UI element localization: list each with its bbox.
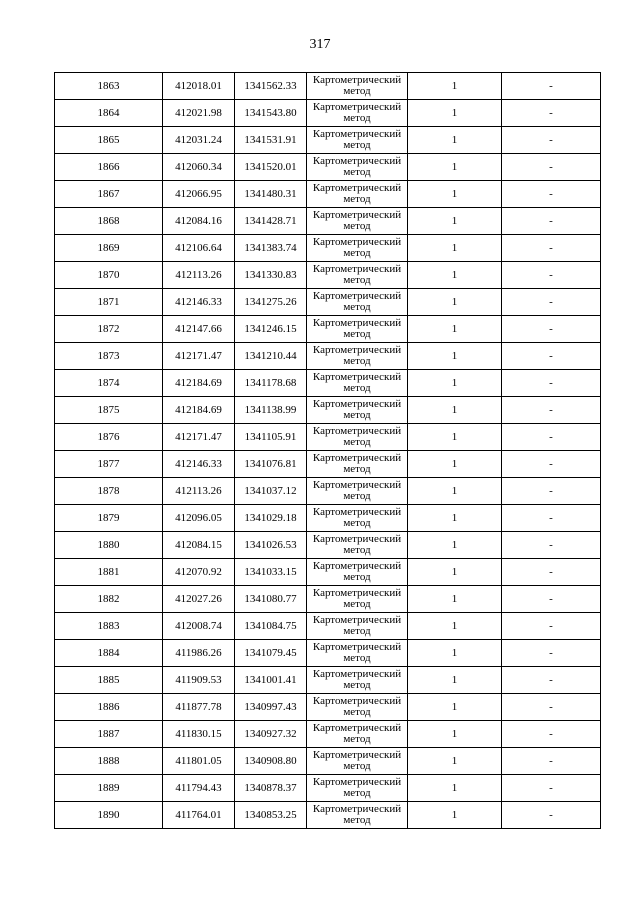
method-line-1: Картометрический [312,587,402,599]
method-line-1: Картометрический [312,398,402,410]
method-line-2: метод [343,355,371,367]
x-coordinate-cell: 412184.69 [163,397,235,424]
method-cell [307,289,408,316]
method-line-1: Картометрический [312,263,402,275]
x-coordinate-cell: 411877.78 [163,694,235,721]
accuracy-cell: 1 [408,100,502,127]
note-cell: - [502,154,601,181]
note-cell: - [502,748,601,775]
accuracy-cell: 1 [408,505,502,532]
accuracy-cell: 1 [408,154,502,181]
method-line-1: Картометрический [312,128,402,140]
table-row [55,262,601,289]
point-number-cell: 1881 [55,559,163,586]
table-row [55,667,601,694]
method-line-2: метод [343,625,371,637]
point-number-cell: 1883 [55,613,163,640]
x-coordinate-cell: 412018.01 [163,73,235,100]
note-cell: - [502,262,601,289]
note-cell: - [502,208,601,235]
x-coordinate-cell: 412084.15 [163,532,235,559]
method-line-1: Картометрический [312,236,402,248]
table-row [55,775,601,802]
method-cell [307,748,408,775]
method-line-2: метод [343,85,371,97]
y-coordinate-cell: 1341330.83 [235,262,307,289]
note-cell: - [502,586,601,613]
method-cell [307,370,408,397]
method-line-2: метод [343,733,371,745]
point-number-cell: 1866 [55,154,163,181]
x-coordinate-cell: 412113.26 [163,262,235,289]
note-cell: - [502,235,601,262]
point-number-cell: 1879 [55,505,163,532]
y-coordinate-cell: 1341080.77 [235,586,307,613]
point-number-cell: 1873 [55,343,163,370]
method-cell [307,640,408,667]
x-coordinate-cell: 412021.98 [163,100,235,127]
note-cell: - [502,721,601,748]
method-line-2: метод [343,112,371,124]
y-coordinate-cell: 1341383.74 [235,235,307,262]
point-number-cell: 1890 [55,802,163,829]
note-cell: - [502,478,601,505]
table-row [55,208,601,235]
method-cell [307,424,408,451]
accuracy-cell: 1 [408,397,502,424]
x-coordinate-cell: 412171.47 [163,424,235,451]
accuracy-cell: 1 [408,478,502,505]
method-line-2: метод [343,220,371,232]
method-cell [307,397,408,424]
method-cell [307,208,408,235]
y-coordinate-cell: 1341033.15 [235,559,307,586]
method-cell [307,262,408,289]
x-coordinate-cell: 411830.15 [163,721,235,748]
note-cell: - [502,505,601,532]
point-number-cell: 1880 [55,532,163,559]
y-coordinate-cell: 1341562.33 [235,73,307,100]
note-cell: - [502,775,601,802]
method-cell [307,694,408,721]
x-coordinate-cell: 412106.64 [163,235,235,262]
method-line-2: метод [343,139,371,151]
x-coordinate-cell: 411801.05 [163,748,235,775]
point-number-cell: 1875 [55,397,163,424]
method-line-2: метод [343,463,371,475]
method-line-2: метод [343,382,371,394]
accuracy-cell: 1 [408,343,502,370]
accuracy-cell: 1 [408,586,502,613]
method-cell [307,478,408,505]
note-cell: - [502,289,601,316]
table-row [55,181,601,208]
accuracy-cell: 1 [408,721,502,748]
accuracy-cell: 1 [408,667,502,694]
table-row [55,559,601,586]
point-number-cell: 1865 [55,127,163,154]
method-line-1: Картометрический [312,614,402,626]
note-cell: - [502,343,601,370]
table-row [55,586,601,613]
method-cell [307,667,408,694]
method-line-1: Картометрический [312,506,402,518]
method-line-1: Картометрический [312,344,402,356]
method-line-1: Картометрический [312,74,402,86]
method-line-2: метод [343,814,371,826]
method-cell [307,721,408,748]
accuracy-cell: 1 [408,127,502,154]
x-coordinate-cell: 412084.16 [163,208,235,235]
accuracy-cell: 1 [408,451,502,478]
y-coordinate-cell: 1341084.75 [235,613,307,640]
note-cell: - [502,316,601,343]
y-coordinate-cell: 1341428.71 [235,208,307,235]
method-line-1: Картометрический [312,155,402,167]
x-coordinate-cell: 411764.01 [163,802,235,829]
y-coordinate-cell: 1341543.80 [235,100,307,127]
accuracy-cell: 1 [408,262,502,289]
table-row [55,478,601,505]
method-line-2: метод [343,652,371,664]
method-line-2: метод [343,706,371,718]
note-cell: - [502,694,601,721]
table-row [55,73,601,100]
table-row [55,100,601,127]
note-cell: - [502,100,601,127]
method-line-1: Картометрический [312,209,402,221]
point-number-cell: 1874 [55,370,163,397]
x-coordinate-cell: 412171.47 [163,343,235,370]
method-cell [307,235,408,262]
method-line-1: Картометрический [312,641,402,653]
y-coordinate-cell: 1341105.91 [235,424,307,451]
note-cell: - [502,127,601,154]
point-number-cell: 1884 [55,640,163,667]
x-coordinate-cell: 412146.33 [163,289,235,316]
method-line-1: Картометрический [312,290,402,302]
method-cell [307,127,408,154]
method-cell [307,613,408,640]
table-row [55,289,601,316]
method-line-2: метод [343,193,371,205]
x-coordinate-cell: 412146.33 [163,451,235,478]
method-line-2: метод [343,301,371,313]
y-coordinate-cell: 1340927.32 [235,721,307,748]
x-coordinate-cell: 412031.24 [163,127,235,154]
method-line-1: Картометрический [312,749,402,761]
method-line-2: метод [343,679,371,691]
y-coordinate-cell: 1341138.99 [235,397,307,424]
note-cell: - [502,667,601,694]
y-coordinate-cell: 1341079.45 [235,640,307,667]
method-cell [307,559,408,586]
point-number-cell: 1869 [55,235,163,262]
method-line-2: метод [343,247,371,259]
accuracy-cell: 1 [408,802,502,829]
point-number-cell: 1864 [55,100,163,127]
x-coordinate-cell: 411794.43 [163,775,235,802]
table-row [55,613,601,640]
accuracy-cell: 1 [408,775,502,802]
accuracy-cell: 1 [408,181,502,208]
note-cell: - [502,640,601,667]
x-coordinate-cell: 412027.26 [163,586,235,613]
x-coordinate-cell: 411986.26 [163,640,235,667]
method-cell [307,586,408,613]
x-coordinate-cell: 412184.69 [163,370,235,397]
y-coordinate-cell: 1341178.68 [235,370,307,397]
point-number-cell: 1886 [55,694,163,721]
table-row [55,640,601,667]
accuracy-cell: 1 [408,559,502,586]
method-cell [307,100,408,127]
y-coordinate-cell: 1341531.91 [235,127,307,154]
method-line-1: Картометрический [312,479,402,491]
x-coordinate-cell: 412070.92 [163,559,235,586]
table-row [55,154,601,181]
point-number-cell: 1863 [55,73,163,100]
point-number-cell: 1876 [55,424,163,451]
method-line-1: Картометрический [312,425,402,437]
method-cell [307,316,408,343]
table-row [55,397,601,424]
page-number: 317 [309,37,331,52]
point-number-cell: 1882 [55,586,163,613]
note-cell: - [502,451,601,478]
method-line-1: Картометрический [312,452,402,464]
note-cell: - [502,73,601,100]
table-row [55,505,601,532]
y-coordinate-cell: 1340853.25 [235,802,307,829]
method-line-1: Картометрический [312,317,402,329]
method-line-2: метод [343,490,371,502]
table-row [55,370,601,397]
point-number-cell: 1868 [55,208,163,235]
method-line-1: Картометрический [312,533,402,545]
table-row [55,694,601,721]
x-coordinate-cell: 412096.05 [163,505,235,532]
note-cell: - [502,424,601,451]
note-cell: - [502,613,601,640]
method-line-2: метод [343,166,371,178]
table-row [55,802,601,829]
method-line-2: метод [343,409,371,421]
table-row [55,721,601,748]
note-cell: - [502,559,601,586]
accuracy-cell: 1 [408,424,502,451]
method-line-1: Картометрический [312,371,402,383]
y-coordinate-cell: 1341037.12 [235,478,307,505]
method-line-2: метод [343,517,371,529]
method-line-2: метод [343,787,371,799]
accuracy-cell: 1 [408,208,502,235]
y-coordinate-cell: 1341029.18 [235,505,307,532]
table-row [55,451,601,478]
table-row [55,748,601,775]
point-number-cell: 1887 [55,721,163,748]
accuracy-cell: 1 [408,532,502,559]
method-line-1: Картометрический [312,803,402,815]
point-number-cell: 1877 [55,451,163,478]
y-coordinate-cell: 1340878.37 [235,775,307,802]
note-cell: - [502,370,601,397]
method-line-1: Картометрический [312,182,402,194]
accuracy-cell: 1 [408,316,502,343]
method-line-2: метод [343,328,371,340]
method-line-2: метод [343,274,371,286]
point-number-cell: 1871 [55,289,163,316]
note-cell: - [502,802,601,829]
x-coordinate-cell: 412060.34 [163,154,235,181]
coordinates-table-body [55,73,601,829]
method-cell [307,775,408,802]
y-coordinate-cell: 1341076.81 [235,451,307,478]
point-number-cell: 1885 [55,667,163,694]
point-number-cell: 1870 [55,262,163,289]
y-coordinate-cell: 1341001.41 [235,667,307,694]
method-line-2: метод [343,436,371,448]
point-number-cell: 1872 [55,316,163,343]
method-cell [307,343,408,370]
table-row [55,235,601,262]
method-line-1: Картометрический [312,695,402,707]
point-number-cell: 1889 [55,775,163,802]
accuracy-cell: 1 [408,694,502,721]
y-coordinate-cell: 1341275.26 [235,289,307,316]
table-row [55,343,601,370]
method-cell [307,505,408,532]
x-coordinate-cell: 412147.66 [163,316,235,343]
note-cell: - [502,181,601,208]
point-number-cell: 1878 [55,478,163,505]
coordinates-table [54,72,601,829]
y-coordinate-cell: 1341210.44 [235,343,307,370]
table-row [55,424,601,451]
x-coordinate-cell: 412008.74 [163,613,235,640]
method-cell [307,532,408,559]
method-line-1: Картометрический [312,776,402,788]
method-cell [307,181,408,208]
y-coordinate-cell: 1341520.01 [235,154,307,181]
method-line-1: Картометрический [312,722,402,734]
accuracy-cell: 1 [408,73,502,100]
method-line-2: метод [343,544,371,556]
method-line-1: Картометрический [312,668,402,680]
y-coordinate-cell: 1341246.15 [235,316,307,343]
point-number-cell: 1888 [55,748,163,775]
table-row [55,316,601,343]
y-coordinate-cell: 1341026.53 [235,532,307,559]
x-coordinate-cell: 412066.95 [163,181,235,208]
accuracy-cell: 1 [408,640,502,667]
method-line-1: Картометрический [312,560,402,572]
y-coordinate-cell: 1340997.43 [235,694,307,721]
accuracy-cell: 1 [408,370,502,397]
note-cell: - [502,532,601,559]
accuracy-cell: 1 [408,613,502,640]
method-line-2: метод [343,571,371,583]
method-cell [307,802,408,829]
note-cell: - [502,397,601,424]
method-line-2: метод [343,760,371,772]
accuracy-cell: 1 [408,748,502,775]
x-coordinate-cell: 411909.53 [163,667,235,694]
method-cell [307,73,408,100]
y-coordinate-cell: 1340908.80 [235,748,307,775]
table-row [55,127,601,154]
method-cell [307,154,408,181]
accuracy-cell: 1 [408,235,502,262]
table-row [55,532,601,559]
method-line-1: Картометрический [312,101,402,113]
method-cell [307,451,408,478]
x-coordinate-cell: 412113.26 [163,478,235,505]
point-number-cell: 1867 [55,181,163,208]
method-line-2: метод [343,598,371,610]
accuracy-cell: 1 [408,289,502,316]
y-coordinate-cell: 1341480.31 [235,181,307,208]
